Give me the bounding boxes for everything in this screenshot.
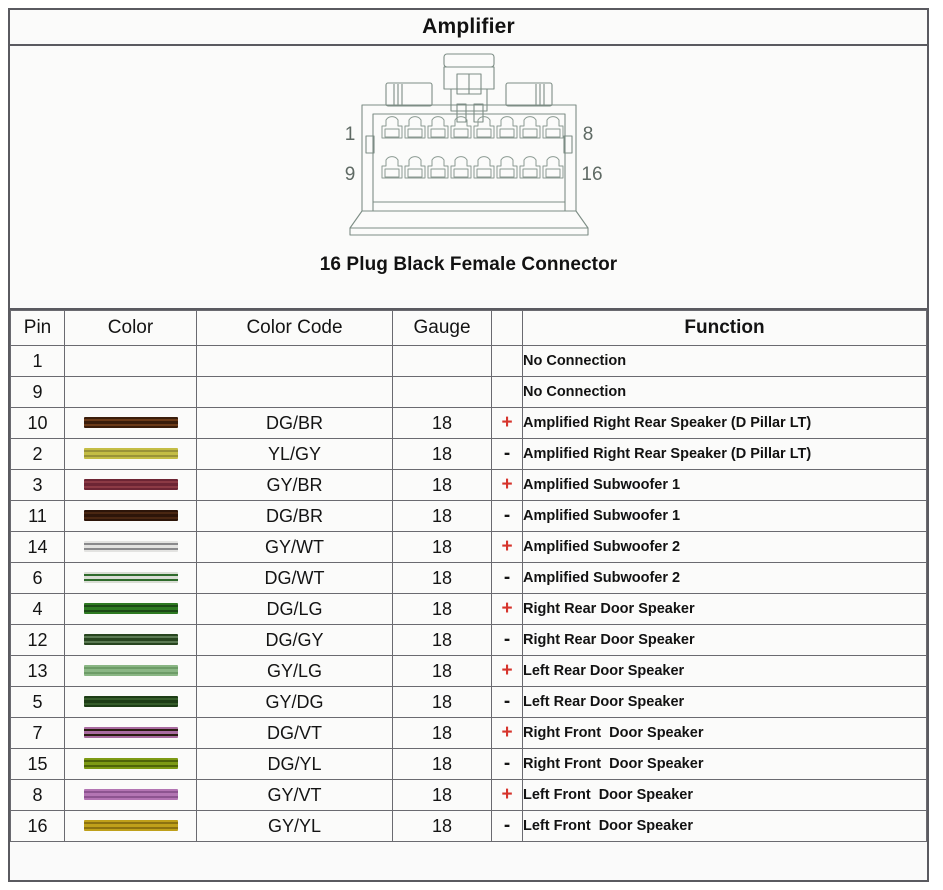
polarity-indicator bbox=[492, 377, 523, 408]
wire-stripe-top bbox=[84, 667, 178, 669]
function-description: Amplified Subwoofer 2 bbox=[523, 563, 927, 594]
wire-color-swatch bbox=[84, 448, 178, 459]
wire-color-code: DG/BR bbox=[197, 408, 393, 439]
connector-drawing bbox=[324, 48, 614, 248]
polarity-indicator: - bbox=[492, 501, 523, 532]
table-row bbox=[11, 346, 927, 377]
wire-color-code: YL/GY bbox=[197, 439, 393, 470]
function-description: Left Front Door Speaker bbox=[523, 780, 927, 811]
table-row bbox=[11, 470, 927, 501]
wire-color-swatch-cell bbox=[65, 439, 197, 470]
pin-label-top-right: 8 bbox=[582, 124, 593, 145]
pin-number: 16 bbox=[11, 811, 65, 842]
polarity-indicator: - bbox=[492, 439, 523, 470]
wire-color-swatch-cell bbox=[65, 687, 197, 718]
wire-color-swatch bbox=[84, 603, 178, 614]
pin-number: 9 bbox=[11, 377, 65, 408]
pin-number: 4 bbox=[11, 594, 65, 625]
wire-gauge: 18 bbox=[393, 811, 492, 842]
wire-color-swatch-cell bbox=[65, 811, 197, 842]
function-description: Left Rear Door Speaker bbox=[523, 656, 927, 687]
wire-gauge: 18 bbox=[393, 439, 492, 470]
wire-color-swatch bbox=[84, 820, 178, 831]
table-row bbox=[11, 439, 927, 470]
table-row bbox=[11, 408, 927, 439]
wire-gauge: 18 bbox=[393, 501, 492, 532]
wire-color-swatch-cell bbox=[65, 718, 197, 749]
pin-label-top-left: 1 bbox=[344, 124, 355, 145]
pin-number: 15 bbox=[11, 749, 65, 780]
wire-color-code: DG/LG bbox=[197, 594, 393, 625]
wire-stripe-bottom bbox=[84, 796, 178, 798]
wire-color-code: DG/GY bbox=[197, 625, 393, 656]
column-header-pin: Pin bbox=[11, 311, 65, 346]
wire-stripe-top bbox=[84, 481, 178, 483]
wire-color-code: DG/VT bbox=[197, 718, 393, 749]
wire-gauge bbox=[393, 346, 492, 377]
table-row bbox=[11, 501, 927, 532]
wire-gauge: 18 bbox=[393, 563, 492, 594]
table-row bbox=[11, 594, 927, 625]
pin-number: 11 bbox=[11, 501, 65, 532]
connector-16-pin-svg bbox=[324, 48, 614, 248]
function-description: No Connection bbox=[523, 377, 927, 408]
wire-gauge: 18 bbox=[393, 780, 492, 811]
wire-color-swatch bbox=[84, 417, 178, 428]
wire-gauge: 18 bbox=[393, 470, 492, 501]
table-row bbox=[11, 749, 927, 780]
wire-stripe-bottom bbox=[84, 579, 178, 581]
wire-color-code: GY/VT bbox=[197, 780, 393, 811]
function-description: Amplified Subwoofer 1 bbox=[523, 501, 927, 532]
wire-stripe-bottom bbox=[84, 672, 178, 674]
polarity-indicator: + bbox=[492, 656, 523, 687]
wire-color-swatch bbox=[84, 696, 178, 707]
wire-stripe-top bbox=[84, 450, 178, 452]
polarity-indicator: + bbox=[492, 408, 523, 439]
wire-color-swatch-cell bbox=[65, 346, 197, 377]
wire-stripe-bottom bbox=[84, 424, 178, 426]
page-title: Amplifier bbox=[422, 15, 515, 38]
function-description: Left Rear Door Speaker bbox=[523, 687, 927, 718]
wire-stripe-top bbox=[84, 419, 178, 421]
wire-color-code: DG/BR bbox=[197, 501, 393, 532]
function-description: Amplified Right Rear Speaker (D Pillar LT) bbox=[523, 439, 927, 470]
wire-stripe-bottom bbox=[84, 455, 178, 457]
function-description: Amplified Subwoofer 2 bbox=[523, 532, 927, 563]
wire-color-swatch bbox=[84, 479, 178, 490]
table-row bbox=[11, 656, 927, 687]
column-header-color-code: Color Code bbox=[197, 311, 393, 346]
wire-color-swatch-cell bbox=[65, 470, 197, 501]
polarity-indicator: + bbox=[492, 780, 523, 811]
wire-stripe-bottom bbox=[84, 703, 178, 705]
wire-gauge: 18 bbox=[393, 749, 492, 780]
pin-number: 14 bbox=[11, 532, 65, 563]
table-row bbox=[11, 532, 927, 563]
wire-stripe-top bbox=[84, 636, 178, 638]
polarity-indicator: + bbox=[492, 718, 523, 749]
connector-subtitle: 16 Plug Black Female Connector bbox=[319, 254, 618, 275]
wire-color-code: GY/LG bbox=[197, 656, 393, 687]
polarity-indicator: - bbox=[492, 749, 523, 780]
polarity-indicator: - bbox=[492, 563, 523, 594]
connector-pin-cavities bbox=[382, 117, 563, 178]
wire-color-swatch bbox=[84, 758, 178, 769]
polarity-indicator: + bbox=[492, 594, 523, 625]
table-row bbox=[11, 718, 927, 749]
wire-color-swatch bbox=[84, 789, 178, 800]
wire-color-swatch-cell bbox=[65, 656, 197, 687]
wire-stripe-top bbox=[84, 512, 178, 514]
wire-color-code: GY/WT bbox=[197, 532, 393, 563]
wire-stripe-top bbox=[84, 729, 178, 731]
function-description: Amplified Right Rear Speaker (D Pillar LT) bbox=[523, 408, 927, 439]
table-row bbox=[11, 563, 927, 594]
wire-color-swatch-cell bbox=[65, 594, 197, 625]
wire-stripe-top bbox=[84, 574, 178, 576]
pin-number: 10 bbox=[11, 408, 65, 439]
wire-color-swatch bbox=[84, 727, 178, 738]
wire-color-code: GY/YL bbox=[197, 811, 393, 842]
wire-color-swatch bbox=[84, 510, 178, 521]
column-header-polarity bbox=[492, 311, 523, 346]
wire-gauge: 18 bbox=[393, 408, 492, 439]
wire-stripe-bottom bbox=[84, 641, 178, 643]
pin-label-bottom-right: 16 bbox=[580, 164, 603, 185]
wire-stripe-top bbox=[84, 760, 178, 762]
wire-color-swatch-cell bbox=[65, 532, 197, 563]
wire-gauge: 18 bbox=[393, 718, 492, 749]
polarity-indicator: - bbox=[492, 687, 523, 718]
function-description: Right Rear Door Speaker bbox=[523, 625, 927, 656]
pin-number: 1 bbox=[11, 346, 65, 377]
wire-stripe-top bbox=[84, 605, 178, 607]
function-description: Left Front Door Speaker bbox=[523, 811, 927, 842]
wire-stripe-top bbox=[84, 822, 178, 824]
wire-stripe-bottom bbox=[84, 827, 178, 829]
wire-color-code bbox=[197, 346, 393, 377]
wire-color-swatch-cell bbox=[65, 408, 197, 439]
wire-stripe-bottom bbox=[84, 517, 178, 519]
function-description: Right Front Door Speaker bbox=[523, 718, 927, 749]
pin-number: 2 bbox=[11, 439, 65, 470]
connector-illustration-area bbox=[10, 46, 927, 310]
wire-stripe-bottom bbox=[84, 734, 178, 736]
pin-number: 6 bbox=[11, 563, 65, 594]
pin-number: 7 bbox=[11, 718, 65, 749]
wire-stripe-bottom bbox=[84, 548, 178, 550]
function-description: Right Rear Door Speaker bbox=[523, 594, 927, 625]
wire-color-swatch bbox=[84, 665, 178, 676]
function-description: Right Front Door Speaker bbox=[523, 749, 927, 780]
wire-gauge: 18 bbox=[393, 594, 492, 625]
pinout-table-body bbox=[11, 346, 927, 842]
wire-color-swatch-cell bbox=[65, 625, 197, 656]
wire-color-swatch bbox=[84, 634, 178, 645]
polarity-indicator: + bbox=[492, 532, 523, 563]
table-row bbox=[11, 811, 927, 842]
wire-color-swatch-cell bbox=[65, 749, 197, 780]
wire-color-code: GY/BR bbox=[197, 470, 393, 501]
column-header-gauge: Gauge bbox=[393, 311, 492, 346]
pin-number: 13 bbox=[11, 656, 65, 687]
wire-color-code: DG/WT bbox=[197, 563, 393, 594]
pinout-table bbox=[10, 310, 927, 842]
column-header-color: Color bbox=[65, 311, 197, 346]
table-row bbox=[11, 377, 927, 408]
diagram-sheet bbox=[8, 8, 929, 882]
wire-color-code: GY/DG bbox=[197, 687, 393, 718]
wire-color-swatch bbox=[84, 541, 178, 552]
table-row bbox=[11, 780, 927, 811]
function-description: Amplified Subwoofer 1 bbox=[523, 470, 927, 501]
wire-gauge: 18 bbox=[393, 625, 492, 656]
pin-number: 3 bbox=[11, 470, 65, 501]
wire-stripe-top bbox=[84, 698, 178, 700]
wire-color-swatch bbox=[84, 572, 178, 583]
pin-number: 5 bbox=[11, 687, 65, 718]
wire-stripe-bottom bbox=[84, 610, 178, 612]
function-description: No Connection bbox=[523, 346, 927, 377]
wire-color-swatch-cell bbox=[65, 501, 197, 532]
polarity-indicator: - bbox=[492, 811, 523, 842]
wire-gauge: 18 bbox=[393, 532, 492, 563]
wire-color-code bbox=[197, 377, 393, 408]
wire-color-swatch-cell bbox=[65, 780, 197, 811]
wire-stripe-bottom bbox=[84, 486, 178, 488]
wire-stripe-top bbox=[84, 791, 178, 793]
table-row bbox=[11, 625, 927, 656]
wire-color-swatch-cell bbox=[65, 563, 197, 594]
wire-gauge: 18 bbox=[393, 687, 492, 718]
wire-gauge bbox=[393, 377, 492, 408]
wire-color-code: DG/YL bbox=[197, 749, 393, 780]
polarity-indicator: + bbox=[492, 470, 523, 501]
table-row bbox=[11, 687, 927, 718]
pin-label-bottom-left: 9 bbox=[344, 164, 355, 185]
wire-stripe-bottom bbox=[84, 765, 178, 767]
wire-gauge: 18 bbox=[393, 656, 492, 687]
wire-stripe-top bbox=[84, 543, 178, 545]
wire-color-swatch-cell bbox=[65, 377, 197, 408]
diagram-title-bar bbox=[10, 10, 927, 46]
table-header-row bbox=[11, 311, 927, 346]
polarity-indicator: - bbox=[492, 625, 523, 656]
column-header-function: Function bbox=[523, 311, 927, 346]
polarity-indicator bbox=[492, 346, 523, 377]
pin-number: 12 bbox=[11, 625, 65, 656]
pin-number: 8 bbox=[11, 780, 65, 811]
